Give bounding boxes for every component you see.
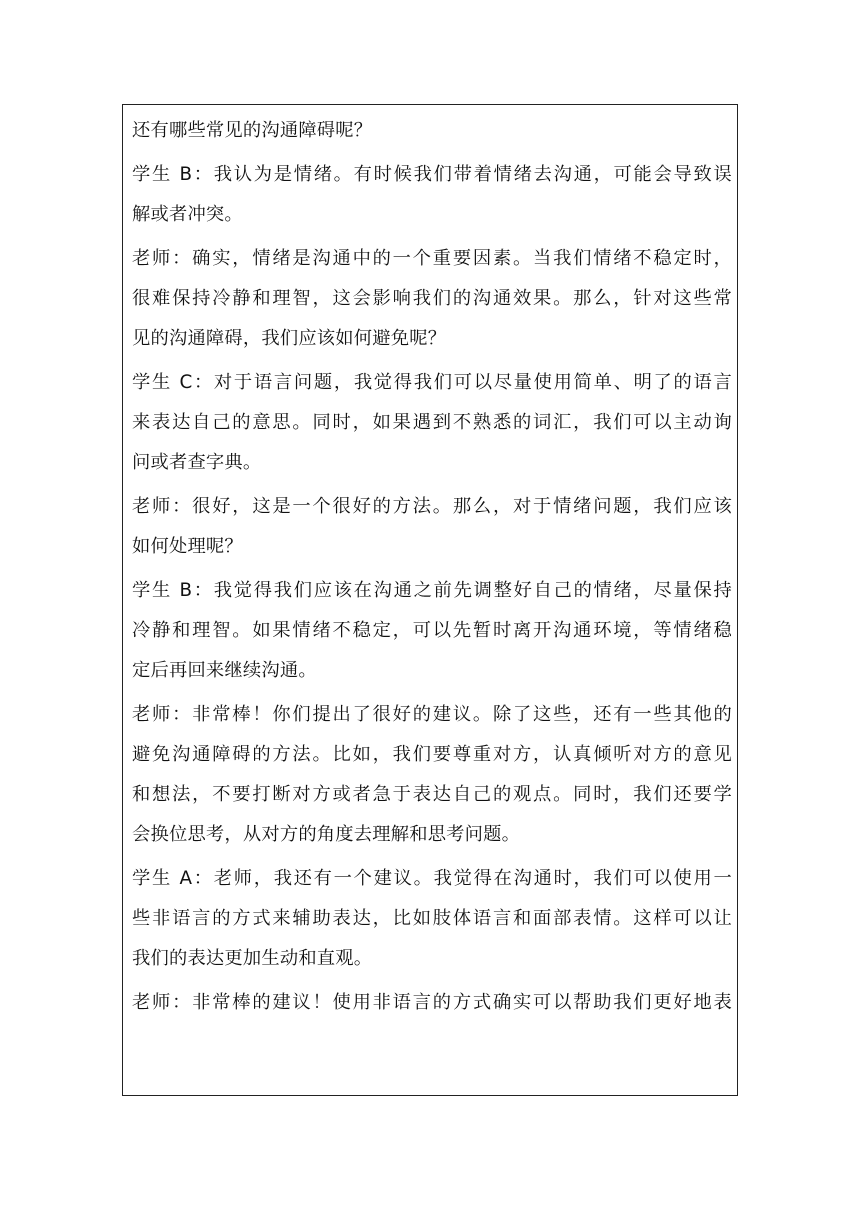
text-line: 老师：很好，这是一个很好的方法。那么，对于情绪问题，我们应该 [132, 496, 732, 517]
dialogue-paragraph [132, 571, 732, 691]
text-line: 定后再回来继续沟通。 [132, 660, 317, 681]
dialogue-content [132, 111, 732, 1027]
dialogue-table-cell [122, 104, 738, 1096]
dialogue-paragraph [132, 363, 732, 483]
text-line: 避免沟通障碍的方法。比如，我们要尊重对方，认真倾听对方的意见 [132, 744, 732, 765]
text-line: 老师：确实，情绪是沟通中的一个重要因素。当我们情绪不稳定时， [132, 248, 732, 269]
text-line: 很难保持冷静和理智，这会影响我们的沟通效果。那么，针对这些常 [132, 288, 732, 309]
text-line: 我们的表达更加生动和直观。 [132, 948, 373, 969]
text-line: 学生 A：老师，我还有一个建议。我觉得在沟通时，我们可以使用一 [132, 868, 732, 889]
dialogue-paragraph [132, 983, 732, 1023]
text-line: 些非语言的方式来辅助表达，比如肢体语言和面部表情。这样可以让 [132, 908, 732, 929]
dialogue-paragraph [132, 695, 732, 855]
dialogue-paragraph [132, 111, 732, 151]
text-line: 问或者查字典。 [132, 452, 262, 473]
text-line: 学生 B：我觉得我们应该在沟通之前先调整好自己的情绪，尽量保持 [132, 580, 732, 601]
text-line: 解或者冲突。 [132, 204, 243, 225]
text-line: 老师：非常棒！你们提出了很好的建议。除了这些，还有一些其他的 [132, 704, 732, 725]
text-line: 如何处理呢？ [132, 536, 243, 557]
text-line: 会换位思考，从对方的角度去理解和思考问题。 [132, 824, 521, 845]
text-line: 还有哪些常见的沟通障碍呢？ [132, 120, 373, 141]
text-line: 见的沟通障碍，我们应该如何避免呢？ [132, 328, 447, 349]
dialogue-paragraph [132, 859, 732, 979]
text-line: 学生 B：我认为是情绪。有时候我们带着情绪去沟通，可能会导致误 [132, 164, 732, 185]
dialogue-paragraph [132, 487, 732, 567]
text-line: 学生 C：对于语言问题，我觉得我们可以尽量使用简单、明了的语言 [132, 372, 732, 393]
text-line: 老师：非常棒的建议！使用非语言的方式确实可以帮助我们更好地表 [132, 992, 732, 1013]
text-line: 冷静和理智。如果情绪不稳定，可以先暂时离开沟通环境，等情绪稳 [132, 620, 732, 641]
dialogue-paragraph [132, 155, 732, 235]
text-line: 和想法，不要打断对方或者急于表达自己的观点。同时，我们还要学 [132, 784, 732, 805]
text-line: 来表达自己的意思。同时，如果遇到不熟悉的词汇，我们可以主动询 [132, 412, 732, 433]
dialogue-paragraph [132, 239, 732, 359]
